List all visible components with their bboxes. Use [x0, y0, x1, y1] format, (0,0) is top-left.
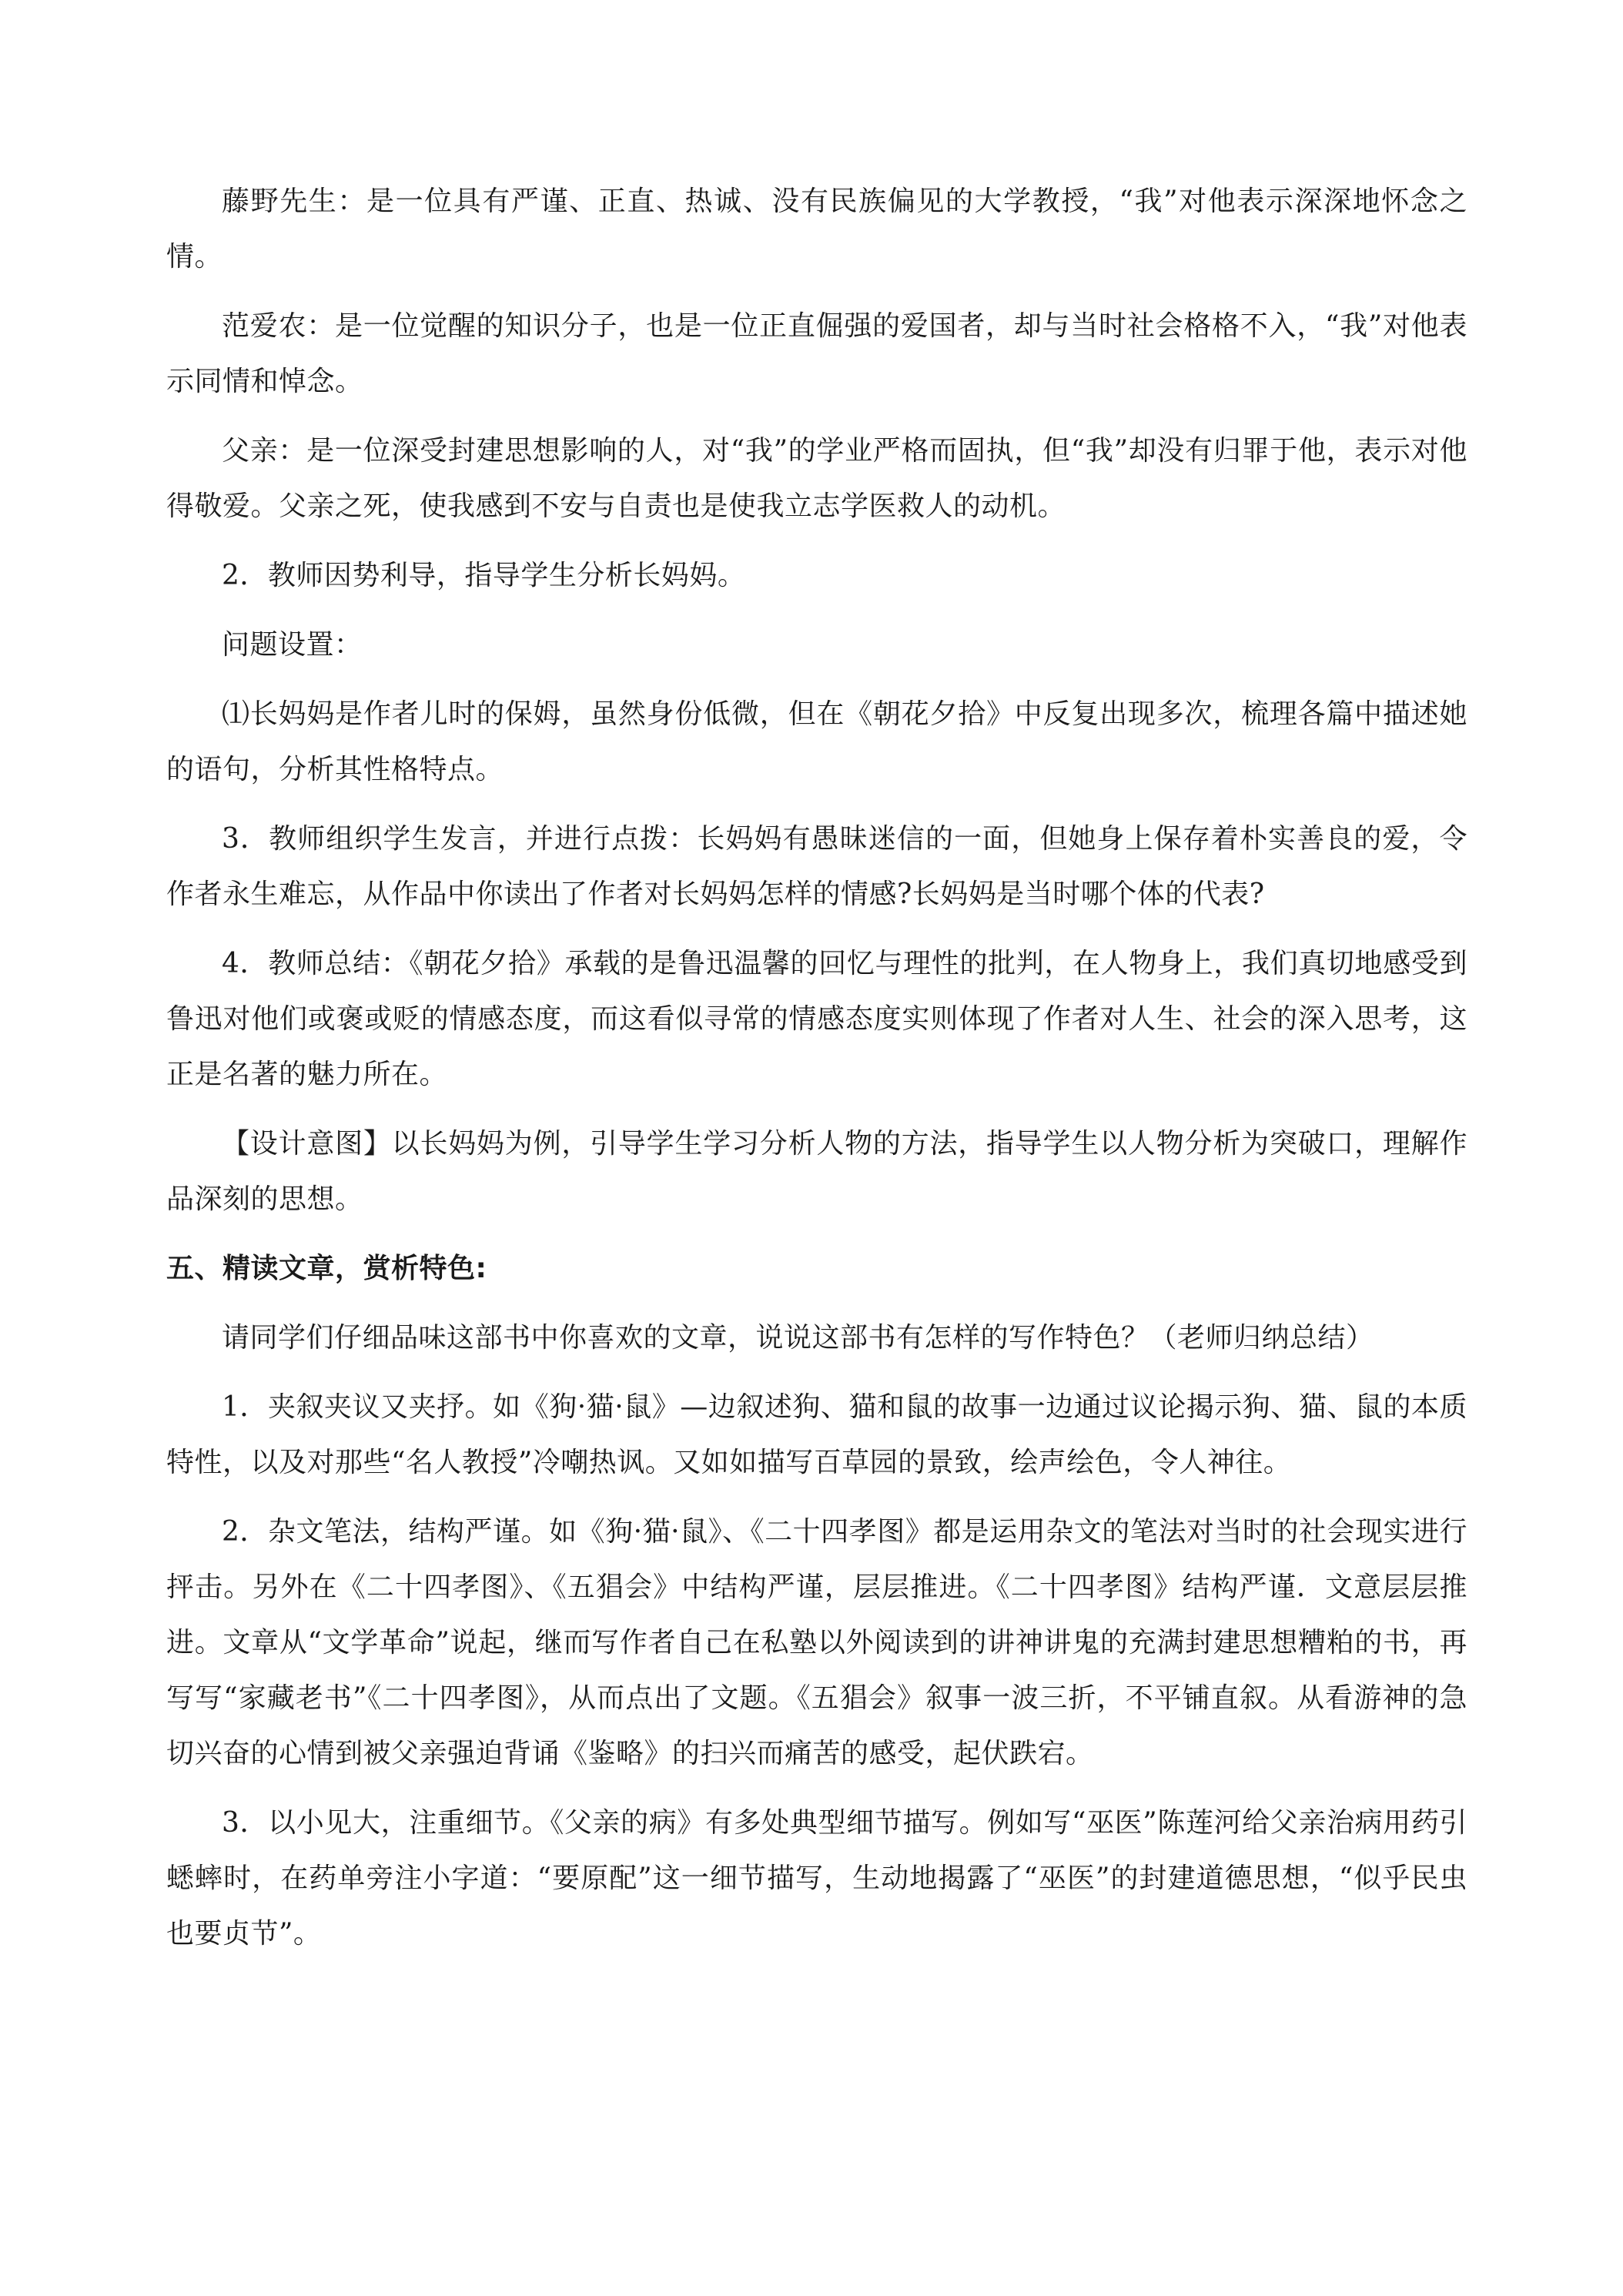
paragraph-question-1: ⑴长妈妈是作者儿时的保姆，虽然身份低微，但在《朝花夕拾》中反复出现多次，梳理各篇中描述她的语句，分析其性格特点。	[166, 698, 1467, 785]
paragraph-feature-3: 3．以小见大，注重细节。《父亲的病》有多处典型细节描写。例如写“巫医”陈莲河给父亲治病用药引蟋蟀时，在药单旁注小字道：“要原配”这一细节描写，生动地揭露了“巫医”的封建道德思想，“似乎民虫也要贞节”。	[166, 1807, 1467, 1950]
paragraph-fanainong: 范爱农：是一位觉醒的知识分子，也是一位正直倔强的爱国者，却与当时社会格格不入，“我”对他表示同情和悼念。	[166, 310, 1467, 397]
paragraph-step-2: 2．教师因势利导，指导学生分析长妈妈。	[222, 560, 746, 591]
paragraph-step-4: 4．教师总结：《朝花夕拾》承载的是鲁迅温馨的回忆与理性的批判，在人物身上，我们真切地感受到鲁迅对他们或褒或贬的情感态度，而这看似寻常的情感态度实则体现了作者对人生、社会的深入思考，这正是名著的魅力所在。	[166, 948, 1467, 1090]
paragraph-step-3: 3．教师组织学生发言，并进行点拨：长妈妈有愚昧迷信的一面，但她身上保存着朴实善良的爱，令作者永生难忘，从作品中你读出了作者对长妈妈怎样的情感?长妈妈是当时哪个体的代表?	[166, 823, 1467, 910]
paragraph-tengye: 藤野先生：是一位具有严谨、正直、热诚、没有民族偏见的大学教授，“我”对他表示深深地怀念之情。	[166, 186, 1467, 273]
paragraph-design-intent: 【设计意图】以长妈妈为例，引导学生学习分析人物的方法，指导学生以人物分析为突破口，理解作品深刻的思想。	[166, 1128, 1467, 1215]
section-heading-five: 五、精读文章，赏析特色:	[166, 1253, 487, 1284]
paragraph-feature-1: 1．夹叙夹议又夹抒。如《狗·猫·鼠》—边叙述狗、猫和鼠的故事一边通过议论揭示狗、猫、鼠的本质特性，以及对那些“名人教授”冷嘲热讽。又如如描写百草园的景致，绘声绘色，令人神往。	[166, 1391, 1467, 1478]
document-page	[166, 174, 1467, 1976]
paragraph-question-setup: 问题设置：	[222, 629, 363, 661]
paragraph-father: 父亲：是一位深受封建思想影响的人，对“我”的学业严格而固执，但“我”却没有归罪于他，表示对他得敬爱。父亲之死，使我感到不安与自责也是使我立志学医救人的动机。	[166, 435, 1467, 522]
paragraph-prompt: 请同学们仔细品味这部书中你喜欢的文章，说说这部书有怎样的写作特色？（老师归纳总结）	[222, 1322, 1374, 1354]
paragraph-feature-2: 2．杂文笔法，结构严谨。如《狗·猫·鼠》、《二十四孝图》都是运用杂文的笔法对当时的社会现实进行抨击。另外在《二十四孝图》、《五猖会》中结构严谨，层层推进。《二十四孝图》结构严谨．文意层层推进。文章从“文学革命”说起，继而写作者自己在私塾以外阅读到的讲神讲鬼的充满封建思想糟粕的书，再写写“家藏老书”《二十四孝图》，从而点出了文题。《五猖会》叙事一波三折，不平铺直叙。从看游神的急切兴奋的心情到被父亲强迫背诵《鉴略》的扫兴而痛苦的感受，起伏跌宕。	[166, 1516, 1467, 1769]
